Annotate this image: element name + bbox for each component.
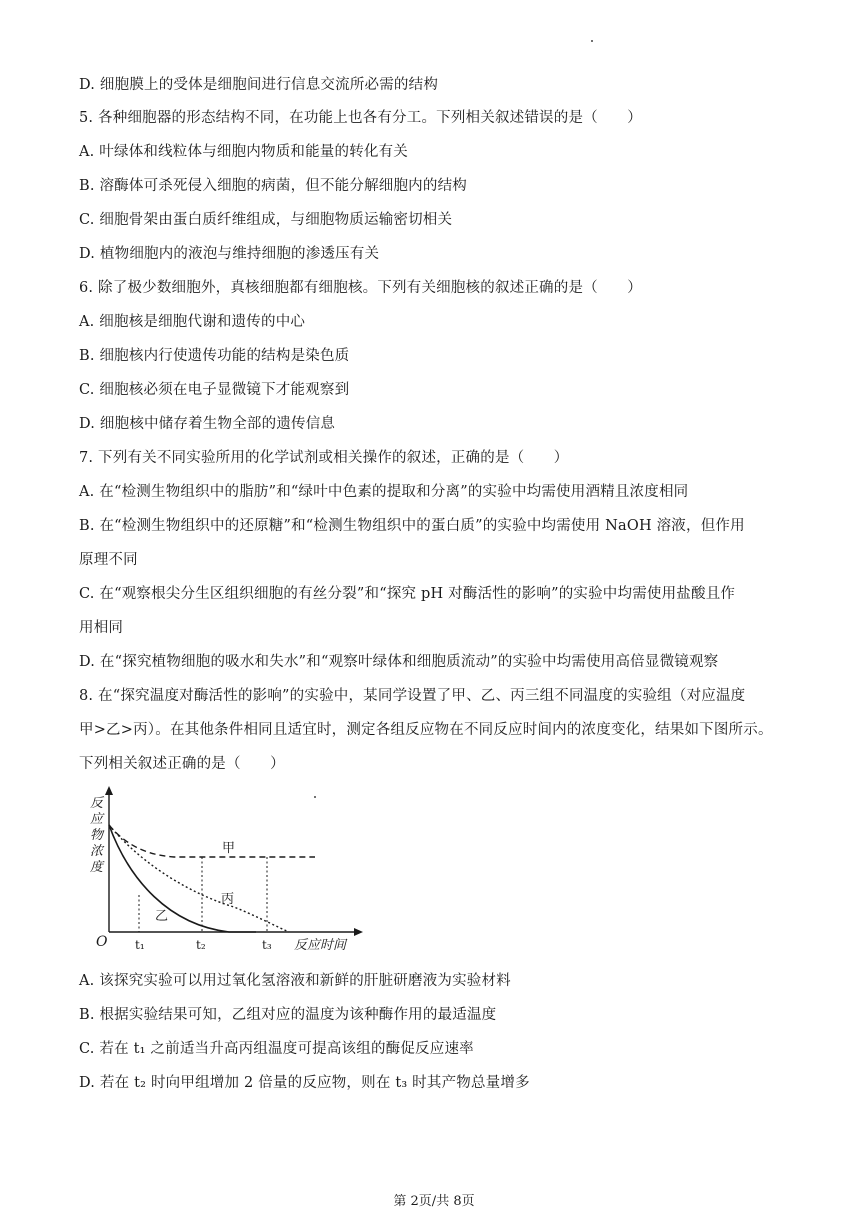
origin-label: O [96,934,108,950]
curve-bing [109,825,289,932]
label-yi: 乙 [155,909,169,924]
question-8: 8. 在“探究温度对酶活性的影响”的实验中，某同学设置了甲、乙、丙三组不同温度的实验组（对应温度 [79,688,746,704]
label-jia: 甲 [222,841,236,856]
option-7b: B. 在“检测生物组织中的还原糖”和“检测生物组织中的蛋白质”的实验中均需使用 NaOH 溶液，但作用 [79,518,745,534]
question-8-cont2: 下列相关叙述正确的是（ ） [79,756,285,772]
option-5a: A. 叶绿体和线粒体与细胞内物质和能量的转化有关 [79,144,408,160]
t1-label: t₁ [135,938,145,952]
curve-jia [109,825,315,857]
question-5: 5. 各种细胞器的形态结构不同，在功能上也各有分工。下列相关叙述错误的是（ ） [79,110,642,126]
option-6b: B. 细胞核内行使遗传功能的结构是染色质 [79,348,350,364]
option-6d: D. 细胞核中储存着生物全部的遗传信息 [79,416,336,432]
question-8-cont1: 甲>乙>丙）。在其他条件相同且适宜时，测定各组反应物在不同反应时间内的浓度变化，结果如下图所示。 [79,722,773,738]
speck-top-right [591,40,593,42]
option-5d: D. 植物细胞内的液泡与维持细胞的渗透压有关 [79,246,380,262]
label-bing: 丙 [221,892,235,907]
option-7c: C. 在“观察根尖分生区组织细胞的有丝分裂”和“探究 pH 对酶活性的影响”的实验中均需使用盐酸且作 [79,586,736,602]
option-6c: C. 细胞核必须在电子显微镜下才能观察到 [79,382,350,398]
enzyme-reaction-graph [84,785,374,960]
t3-label: t₃ [262,938,272,952]
x-axis-arrow [354,928,363,936]
option-8c: C. 若在 t₁ 之前适当升高丙组温度可提高该组的酶促反应速率 [79,1041,474,1057]
y-axis-label: 反 应 物 浓 度 [90,796,104,875]
option-7a: A. 在“检测生物组织中的脂肪”和“绿叶中色素的提取和分离”的实验中均需使用酒精且浓度相同 [79,484,689,500]
y-axis-arrow [105,786,113,795]
x-axis-label: 反应时间 [294,938,347,953]
option-8b: B. 根据实验结果可知，乙组对应的温度为该种酶作用的最适温度 [79,1007,497,1023]
option-6a: A. 细胞核是细胞代谢和遗传的中心 [79,314,306,330]
option-5c: C. 细胞骨架由蛋白质纤维组成，与细胞物质运输密切相关 [79,212,453,228]
option-8d: D. 若在 t₂ 时向甲组增加 2 倍量的反应物，则在 t₃ 时其产物总量增多 [79,1075,530,1091]
question-6: 6. 除了极少数细胞外，真核细胞都有细胞核。下列有关细胞核的叙述正确的是（ ） [79,280,642,296]
question-7: 7. 下列有关不同实验所用的化学试剂或相关操作的叙述，正确的是（ ） [79,450,569,466]
speck-near-graph [314,796,316,798]
option-8a: A. 该探究实验可以用过氧化氢溶液和新鲜的肝脏研磨液为实验材料 [79,973,511,989]
option-7d: D. 在“探究植物细胞的吸水和失水”和“观察叶绿体和细胞质流动”的实验中均需使用高倍显微镜观察 [79,654,719,670]
option-7c-cont: 用相同 [79,620,124,636]
option-5b: B. 溶酶体可杀死侵入细胞的病菌，但不能分解细胞内的结构 [79,178,467,194]
option-4d: D. 细胞膜上的受体是细胞间进行信息交流所必需的结构 [79,77,439,93]
option-7b-cont: 原理不同 [79,552,138,568]
t2-label: t₂ [196,938,206,952]
page-footer: 第 2页/共 8页 [393,1194,475,1209]
